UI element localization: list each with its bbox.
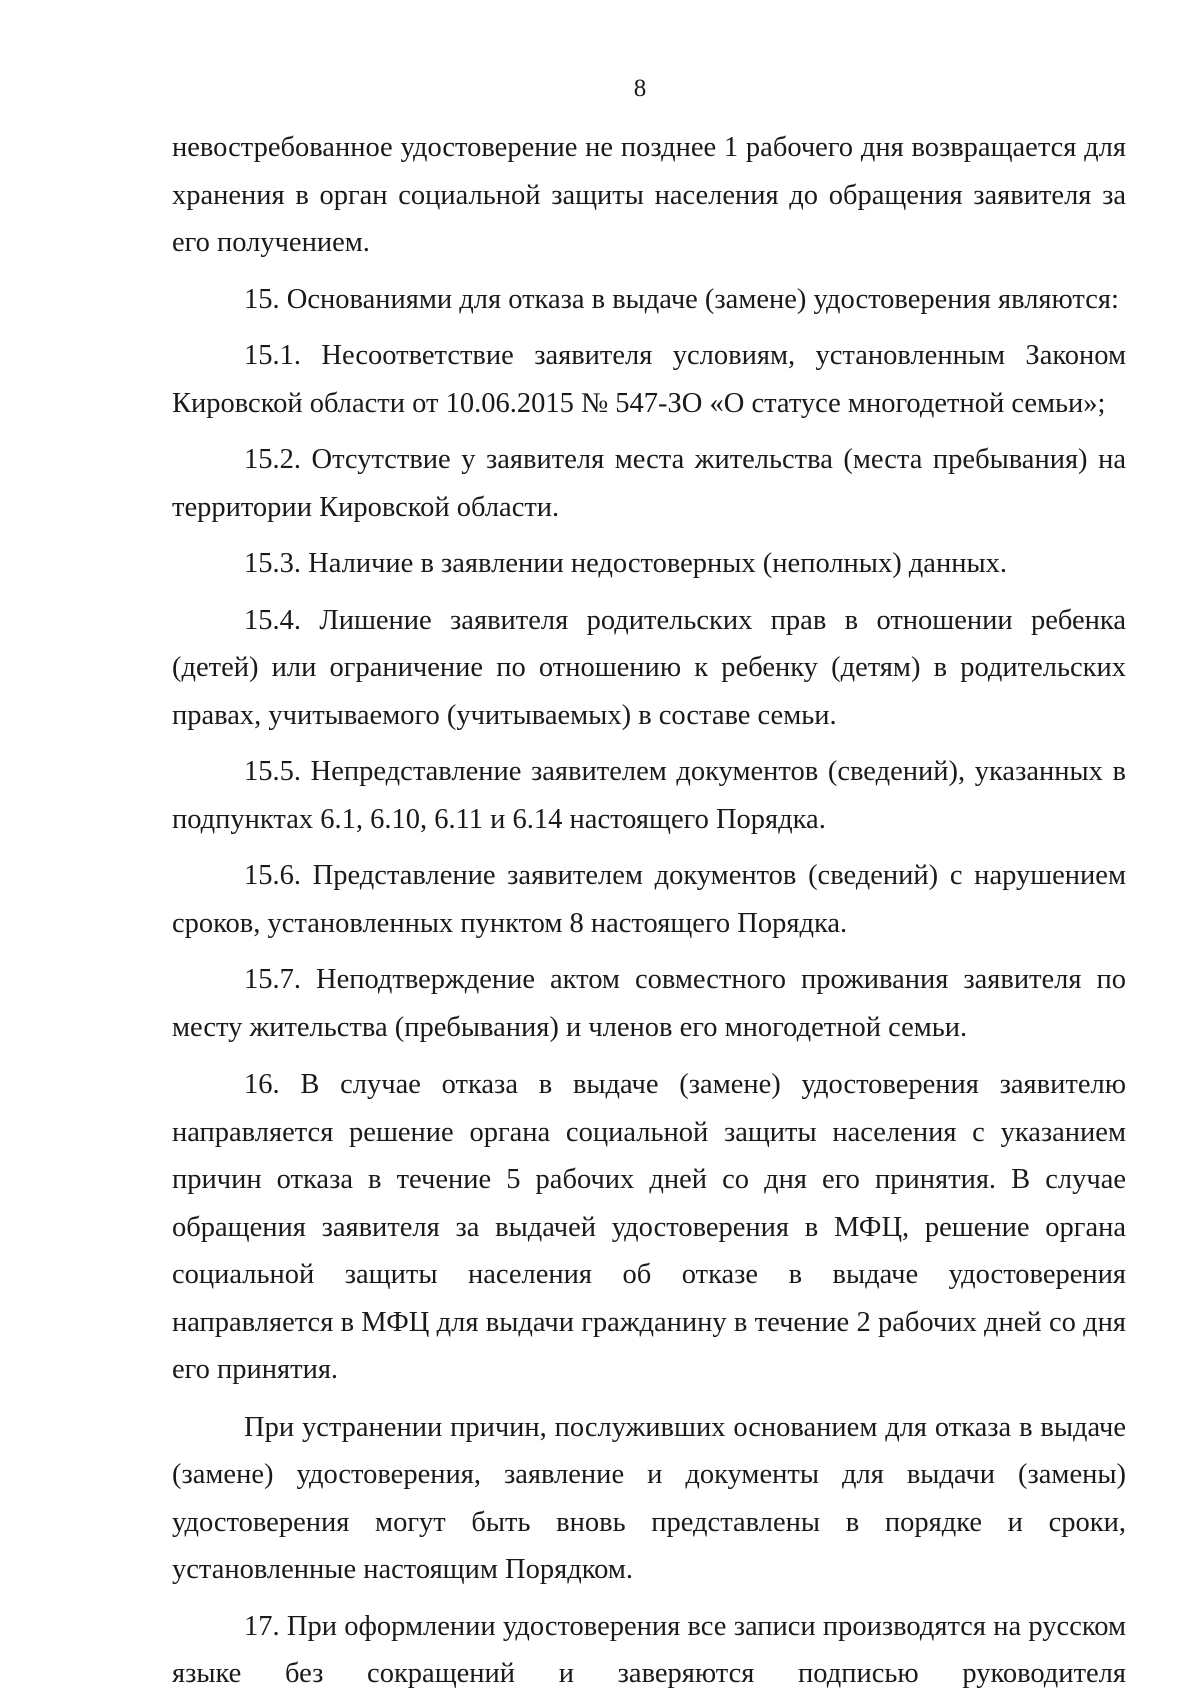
paragraph-15-6: 15.6. Представление заявителем документов (сведений) с нарушением сроков, установленных пунктом 8 настоящего Порядка. [172, 860, 1126, 939]
paragraph-16-continuation: При устранении причин, послуживших основанием для отказа в выдаче (замене) удостоверения, заявление и документы для выдачи (замены) удостоверения могут быть вновь представлены в порядке и сроки, установленные настоящим Порядком. [172, 1411, 1126, 1585]
document-body [172, 124, 1126, 1698]
paragraph-17: 17. При оформлении удостоверения все записи производятся на русском языке без сокращений и заверяются подписью руководителя [172, 1610, 1126, 1689]
paragraph-15: 15. Основаниями для отказа в выдаче (замене) удостоверения являются: [244, 283, 1119, 315]
paragraph-15-7: 15.7. Неподтверждение актом совместного проживания заявителя по месту жительства (пребывания) и членов его многодетной семьи. [172, 964, 1126, 1043]
paragraph-15-5: 15.5. Непредставление заявителем документов (сведений), указанных в подпунктах 6.1, 6.10, 6.11 и 6.14 настоящего Порядка. [172, 756, 1126, 835]
paragraph-16: 16. В случае отказа в выдаче (замене) удостоверения заявителю направляется решение органа социальной защиты населения с указанием причин отказа в течение 5 рабочих дней со дня его принятия. В случае обращения заявителя за выдачей удостоверения в МФЦ, решение органа социальной защиты населения об отказе в выдаче удостоверения направляется в МФЦ для выдачи гражданину в течение 2 рабочих дней со дня его принятия. [172, 1069, 1126, 1385]
page-number: 8 [633, 75, 647, 102]
paragraph-continuation: невостребованное удостоверение не позднее 1 рабочего дня возвращается для хранения в орган социальной защиты населения до обращения заявителя за его получением. [172, 132, 1126, 258]
paragraph-15-1: 15.1. Несоответствие заявителя условиям, установленным Законом Кировской области от 10.06.2015 № 547-ЗО «О статусе многодетной семьи»; [172, 340, 1126, 419]
paragraph-15-2: 15.2. Отсутствие у заявителя места жительства (места пребывания) на территории Кировской области. [172, 444, 1126, 523]
paragraph-15-3: 15.3. Наличие в заявлении недостоверных (неполных) данных. [244, 548, 1007, 579]
paragraph-15-4: 15.4. Лишение заявителя родительских прав в отношении ребенка (детей) или ограничение по отношению к ребенку (детям) в родительских правах, учитываемого (учитываемых) в составе семьи. [172, 604, 1126, 731]
